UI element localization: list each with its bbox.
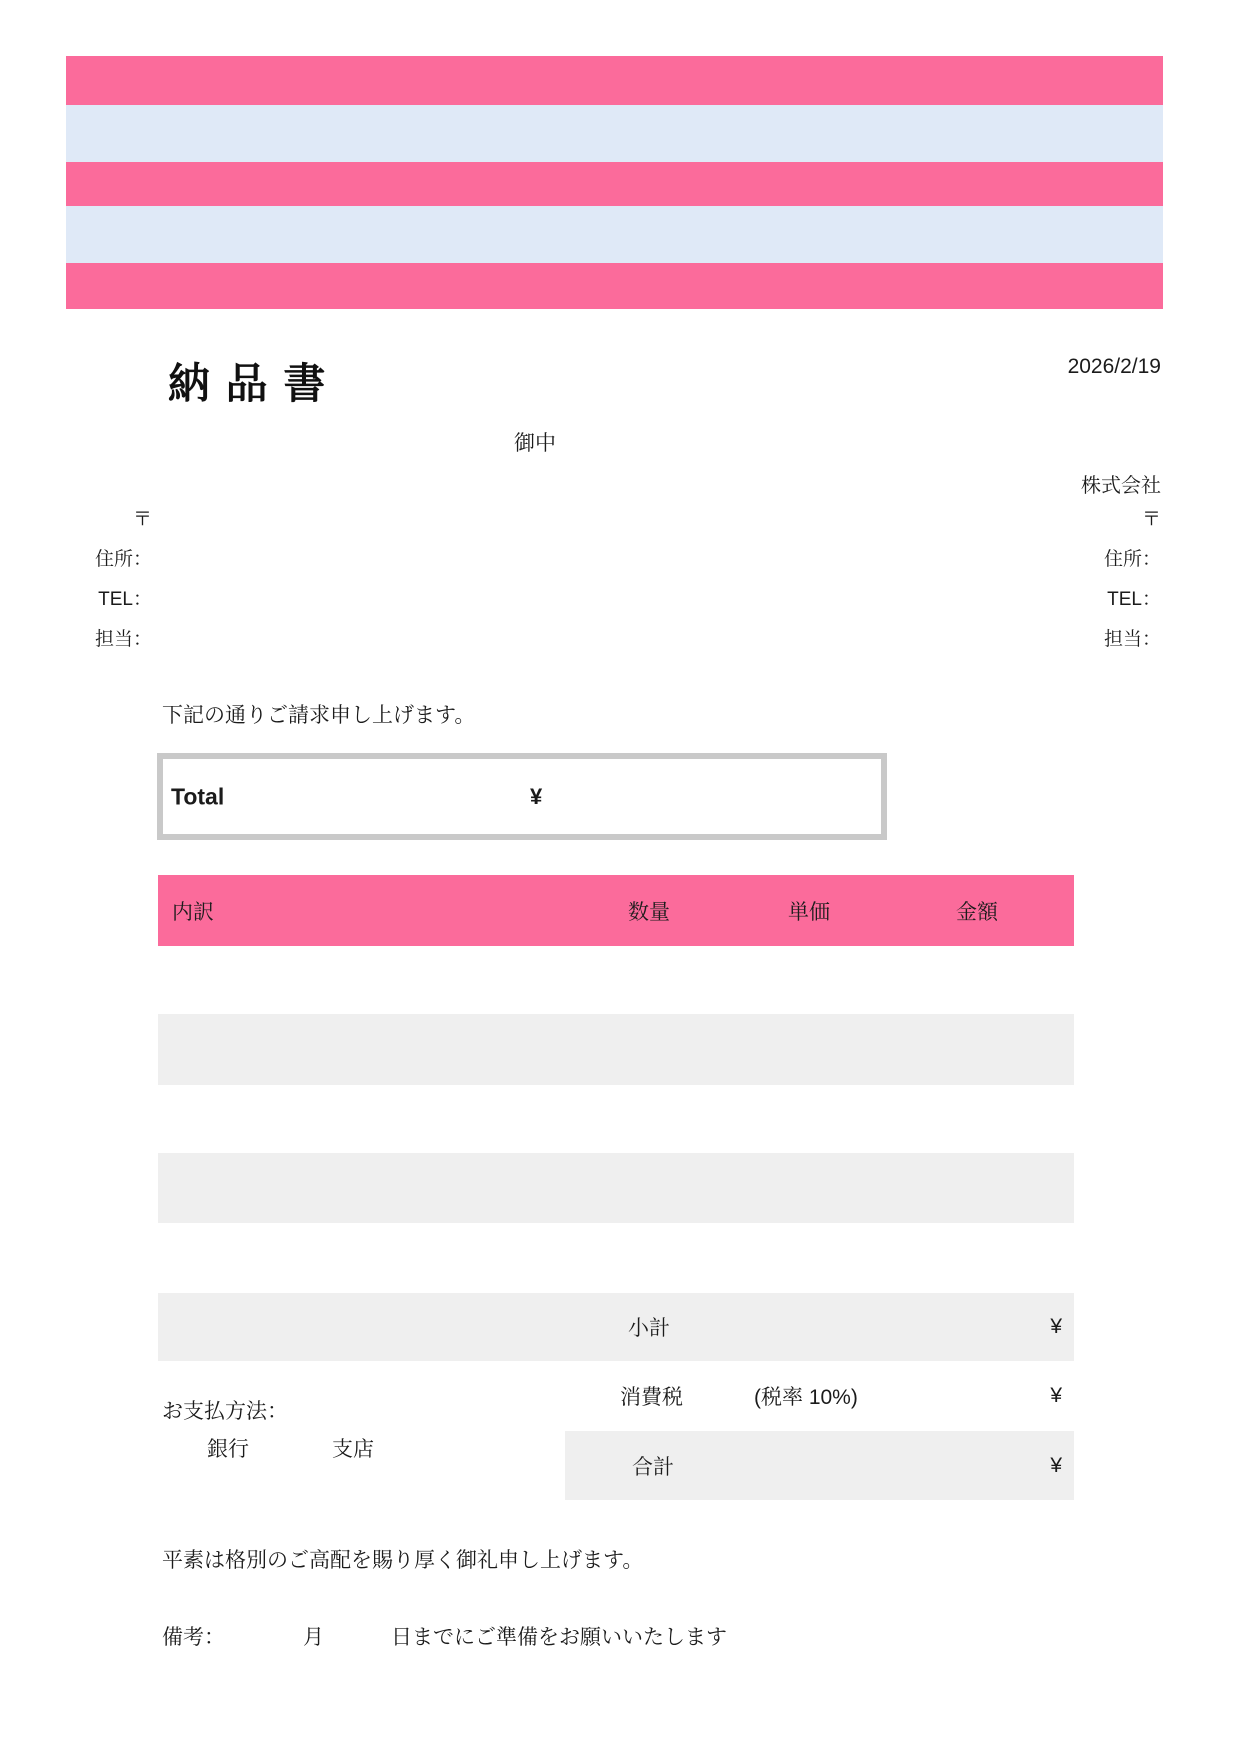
banner-stripe-pink-1: [66, 56, 1163, 105]
recipient-tel-label: TEL：: [98, 589, 152, 610]
tax-currency-symbol: ¥: [1050, 1384, 1062, 1407]
total-label: Total: [171, 783, 225, 809]
header-cell-quantity: 数量: [628, 900, 670, 924]
recipient-address-block: [40, 509, 152, 654]
remarks-label: 備考：: [162, 1626, 225, 1649]
item-row-2: [158, 1014, 1074, 1085]
banner-stripe-pink-2: [66, 162, 1163, 206]
sender-address-label: 住所：: [1103, 549, 1161, 570]
grand-total-label: 合計: [632, 1455, 674, 1479]
remarks-month-label: 月: [303, 1626, 324, 1649]
header-cell-unit-price: 単価: [788, 900, 830, 924]
issue-date: 2026/2/19: [1067, 355, 1161, 378]
sender-company-type: 株式会社: [1081, 475, 1161, 497]
subtotal-row: [158, 1293, 1074, 1361]
tax-rate: (税率 10%): [754, 1386, 858, 1409]
recipient-contact-label: 担当：: [94, 629, 152, 650]
item-row-1: [158, 946, 1074, 1014]
banner-stripe-blue-2: [66, 206, 1163, 263]
remarks-deadline-text: 日までにご準備をお願いいたします: [391, 1626, 727, 1649]
header-cell-description: 内訳: [172, 900, 214, 924]
closing-message: 平素は格別のご高配を賜り厚く御礼申し上げます。: [162, 1549, 644, 1572]
tax-row: [158, 1361, 1074, 1431]
items-table-header: [158, 875, 1074, 946]
bank-label: 銀行: [207, 1438, 249, 1461]
sender-tel-label: TEL：: [1107, 589, 1161, 610]
recipient-address-label: 住所：: [94, 549, 152, 570]
grand-total-currency-symbol: ¥: [1050, 1453, 1062, 1477]
item-row-5: [158, 1223, 1074, 1293]
subtotal-label: 小計: [628, 1317, 670, 1340]
sender-contact-label: 担当：: [1103, 629, 1161, 650]
greeting-line: 下記の通りご請求申し上げます。: [162, 704, 476, 727]
page-title: 納 品 書: [168, 360, 328, 407]
item-row-3: [158, 1085, 1074, 1153]
total-box: [157, 753, 887, 840]
decorative-stripe-banner: [66, 56, 1163, 309]
grand-total-row: [565, 1431, 1074, 1500]
payment-method-label: お支払方法：: [162, 1400, 288, 1423]
recipient-postal-mark: 〒: [132, 509, 152, 530]
item-row-4: [158, 1153, 1074, 1223]
recipient-honorific: 御中: [514, 432, 556, 455]
header-cell-amount: 金額: [956, 900, 998, 924]
sender-postal-mark: 〒: [1141, 509, 1161, 530]
branch-label: 支店: [332, 1438, 374, 1461]
banner-stripe-pink-3: [66, 263, 1163, 309]
subtotal-currency-symbol: ¥: [1050, 1315, 1062, 1338]
banner-stripe-blue-1: [66, 105, 1163, 162]
tax-label: 消費税: [620, 1386, 683, 1409]
sender-address-block: [961, 509, 1161, 654]
total-currency-symbol: ¥: [530, 783, 543, 809]
